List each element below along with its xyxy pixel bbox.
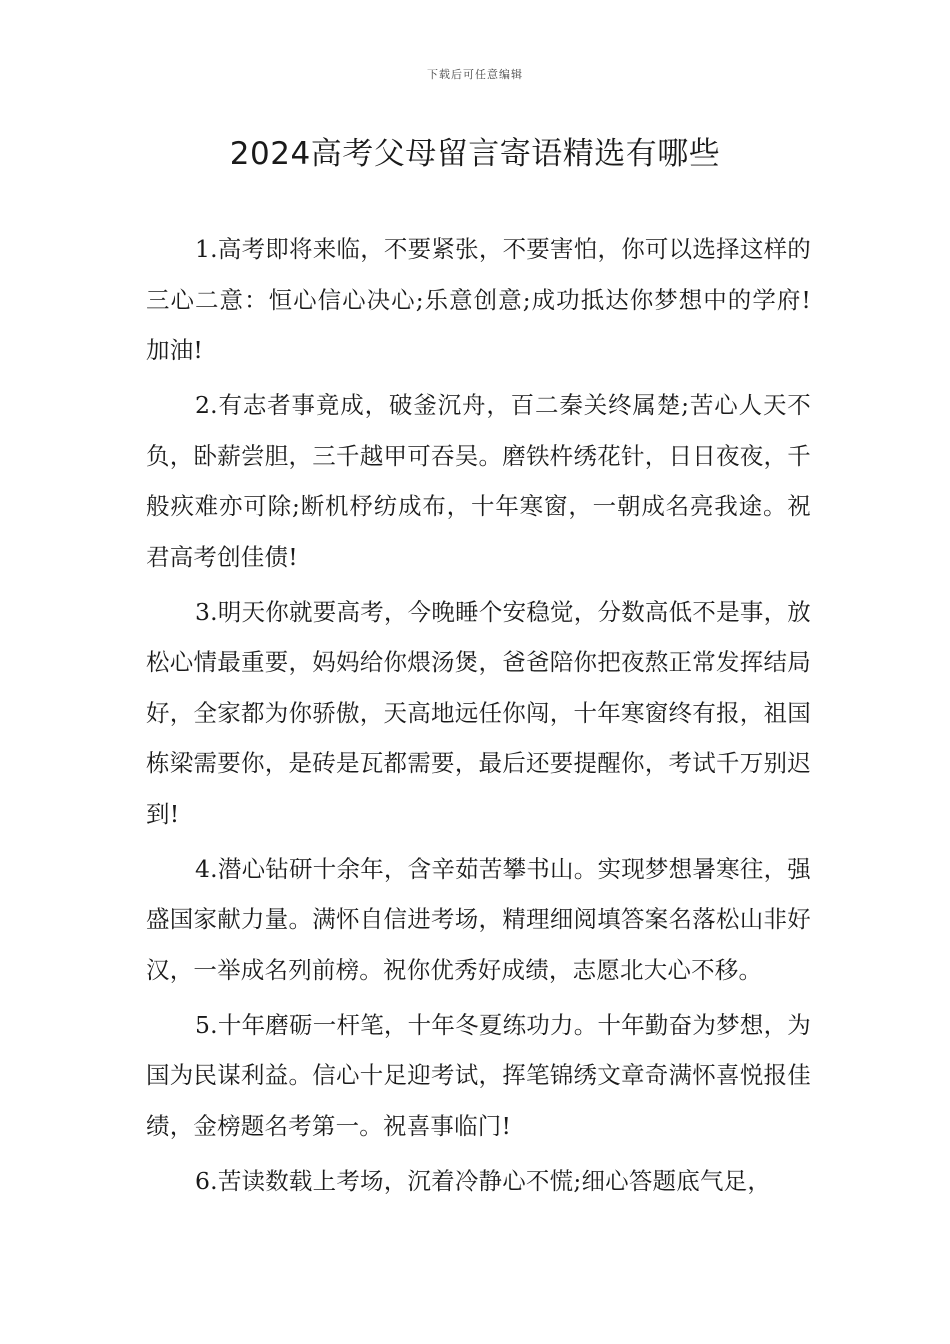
paragraph-3: 3.明天你就要高考，今晚睡个安稳觉，分数高低不是事，放松心情最重要，妈妈给你煨汤煲，爸爸陪你把夜熬正常发挥结局好，全家都为你骄傲，天高地远任你闯，十年寒窗终有报，祖国栋梁需要你，是砖是瓦都需要，最后还要提醒你，考试千万别迟到! — [146, 597, 811, 828]
paragraph-5: 5.十年磨砺一杆笔，十年冬夏练功力。十年勤奋为梦想，为国为民谋利益。信心十足迎考试，挥笔锦绣文章奇满怀喜悦报佳绩，金榜题名考第一。祝喜事临门! — [146, 1010, 811, 1140]
document-body — [146, 224, 811, 1211]
document-title: 2024高考父母留言寄语精选有哪些 — [229, 136, 721, 172]
paragraph-1: 1.高考即将来临，不要紧张，不要害怕，你可以选择这样的三心二意：恒心信心决心;乐意创意;成功抵达你梦想中的学府!加油! — [146, 235, 811, 364]
paragraph-2: 2.有志者事竟成，破釜沉舟，百二秦关终属楚;苦心人天不负，卧薪尝胆，三千越甲可吞吴。磨铁杵绣花针，日日夜夜，千般疢难亦可除;断机杼纺成布，十年寒窗，一朝成名亮我途。祝君高考创佳债! — [146, 391, 811, 571]
paragraph-6: 6.苦读数载上考场，沉着冷静心不慌;细心答题底气足， — [195, 1166, 772, 1195]
paragraph-4: 4.潜心钻研十余年，含辛茹苦攀书山。实现梦想暑寒往，强盛国家献力量。满怀自信进考场，精理细阅填答案名落松山非好汉，一举成名列前榜。祝你优秀好成绩，志愿北大心不移。 — [146, 854, 811, 984]
page-header-note: 下载后可任意编辑 — [427, 68, 523, 81]
